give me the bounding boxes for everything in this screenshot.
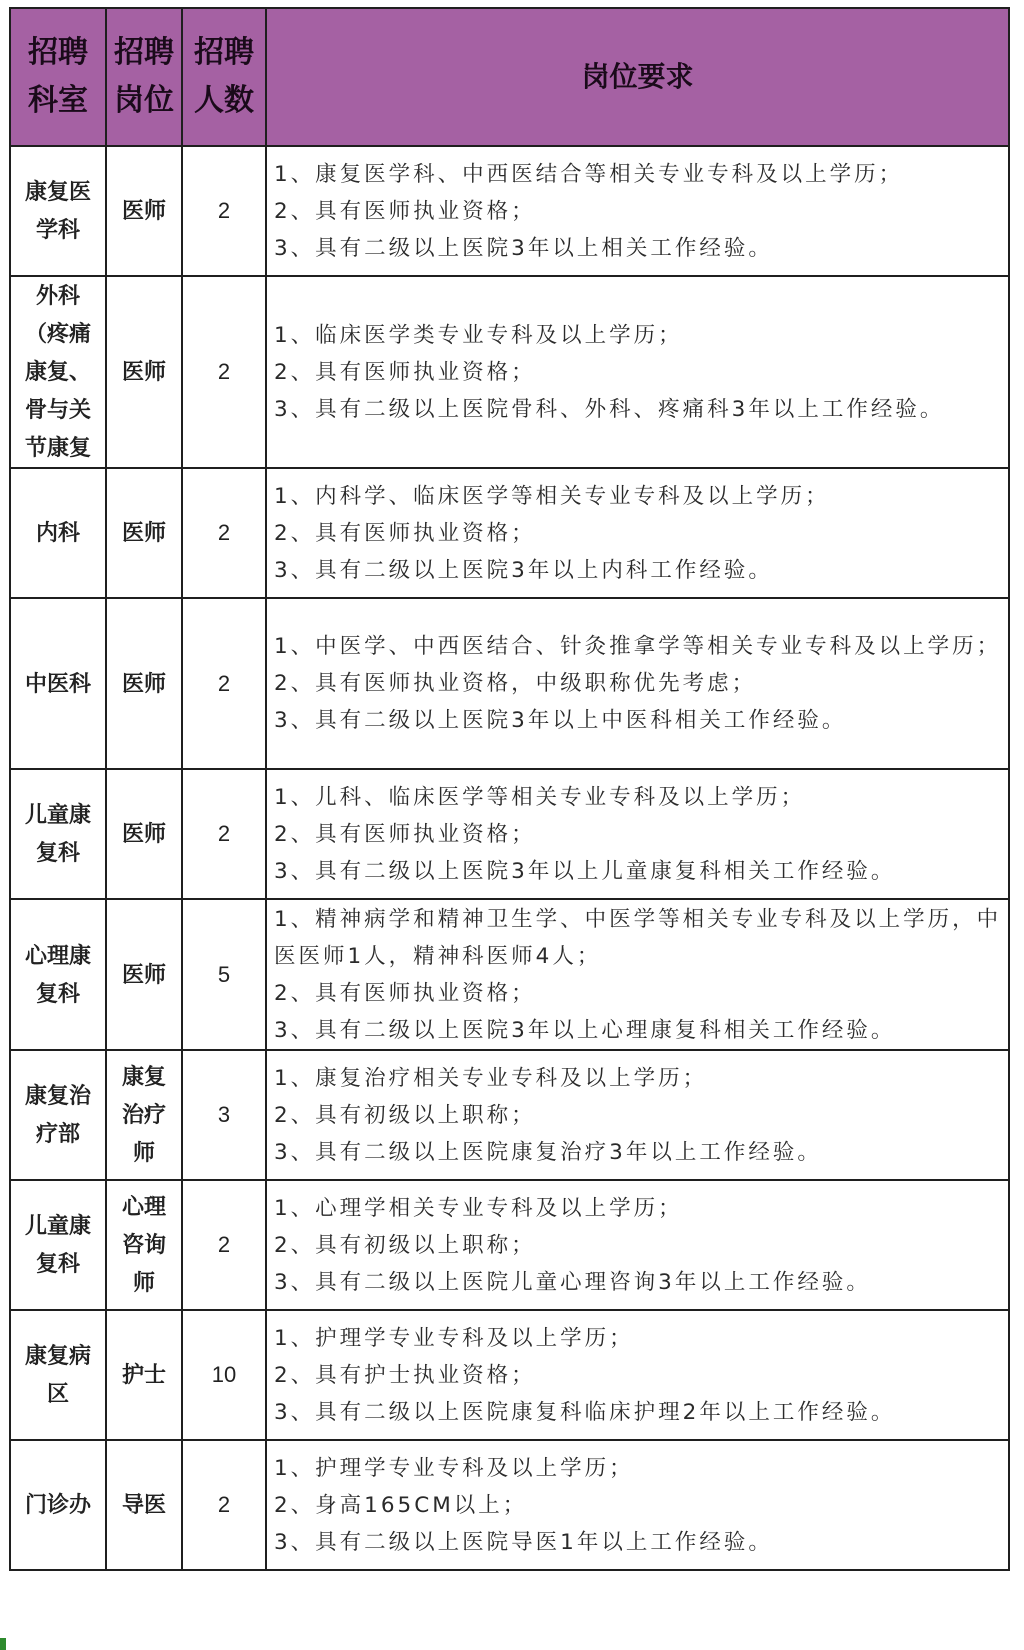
requirement-line: 3、具有二级以上医院导医1年以上工作经验。 bbox=[274, 1529, 773, 1555]
requirement-line: 2、具有初级以上职称； bbox=[274, 1232, 536, 1258]
requirement-line: 3、具有二级以上医院3年以上心理康复科相关工作经验。 bbox=[274, 1017, 896, 1043]
cell-requirements bbox=[266, 1440, 1009, 1570]
requirement-line: 3、具有二级以上医院康复科临床护理2年以上工作经验。 bbox=[274, 1399, 896, 1425]
header-requirements: 岗位要求 bbox=[266, 8, 1009, 146]
header-count: 招聘 人数 bbox=[182, 8, 266, 146]
requirement-line: 3、具有二级以上医院3年以上中医科相关工作经验。 bbox=[274, 708, 847, 733]
corner-mark bbox=[0, 1638, 6, 1650]
cell-requirements bbox=[266, 899, 1009, 1050]
cell-requirements bbox=[266, 598, 1009, 769]
requirement-line: 2、具有医师执业资格； bbox=[274, 821, 536, 847]
cell-requirements bbox=[266, 769, 1009, 899]
requirement-line: 3、具有二级以上医院康复治疗3年以上工作经验。 bbox=[274, 1139, 822, 1165]
cell-count: 2 bbox=[182, 598, 266, 769]
cell-dept: 儿童康 复科 bbox=[10, 1180, 106, 1310]
header-dept: 招聘 科室 bbox=[10, 8, 106, 146]
cell-count: 3 bbox=[182, 1050, 266, 1180]
cell-count: 2 bbox=[182, 146, 266, 276]
cell-position: 医师 bbox=[106, 899, 182, 1050]
requirement-line: 2、具有医师执业资格； bbox=[274, 980, 536, 1006]
requirement-line: 2、身高165CM以上； bbox=[274, 1492, 528, 1518]
requirement-line: 2、具有医师执业资格； bbox=[274, 198, 536, 224]
requirement-line: 1、内科学、临床医学等相关专业专科及以上学历； bbox=[274, 483, 830, 509]
cell-position: 康复 治疗 师 bbox=[106, 1050, 182, 1180]
requirement-line: 1、护理学专业专科及以上学历； bbox=[274, 1325, 634, 1351]
cell-count: 2 bbox=[182, 1440, 266, 1570]
cell-dept: 儿童康 复科 bbox=[10, 769, 106, 899]
cell-dept: 门诊办 bbox=[10, 1440, 106, 1570]
table-row bbox=[10, 276, 1009, 468]
requirement-line: 1、中医学、中西医结合、针灸推拿学等相关专业专科及以上学历； bbox=[274, 634, 1002, 659]
table-row bbox=[10, 769, 1009, 899]
cell-count: 2 bbox=[182, 1180, 266, 1310]
requirement-line: 1、精神病学和精神卫生学、中医学等相关专业专科及以上学历，中医医师1人，精神科医师4人； bbox=[274, 906, 1002, 969]
cell-dept: 康复治 疗部 bbox=[10, 1050, 106, 1180]
requirement-line: 2、具有初级以上职称； bbox=[274, 1102, 536, 1128]
requirement-line: 3、具有二级以上医院儿童心理咨询3年以上工作经验。 bbox=[274, 1269, 871, 1295]
header-position: 招聘 岗位 bbox=[106, 8, 182, 146]
cell-dept: 康复医 学科 bbox=[10, 146, 106, 276]
requirement-line: 3、具有二级以上医院3年以上相关工作经验。 bbox=[274, 235, 773, 261]
cell-count: 10 bbox=[182, 1310, 266, 1440]
cell-requirements bbox=[266, 1310, 1009, 1440]
cell-requirements bbox=[266, 1180, 1009, 1310]
requirement-line: 1、护理学专业专科及以上学历； bbox=[274, 1455, 634, 1481]
requirement-line: 1、康复治疗相关专业专科及以上学历； bbox=[274, 1065, 708, 1091]
cell-requirements bbox=[266, 146, 1009, 276]
cell-count: 5 bbox=[182, 899, 266, 1050]
table-row bbox=[10, 899, 1009, 1050]
table-row bbox=[10, 598, 1009, 769]
cell-position: 医师 bbox=[106, 276, 182, 468]
cell-requirements bbox=[266, 468, 1009, 598]
cell-dept: 康复病 区 bbox=[10, 1310, 106, 1440]
cell-position: 导医 bbox=[106, 1440, 182, 1570]
cell-count: 2 bbox=[182, 769, 266, 899]
cell-count: 2 bbox=[182, 468, 266, 598]
cell-position: 医师 bbox=[106, 146, 182, 276]
requirement-line: 1、心理学相关专业专科及以上学历； bbox=[274, 1195, 683, 1221]
table-row bbox=[10, 146, 1009, 276]
cell-position: 医师 bbox=[106, 769, 182, 899]
cell-position: 医师 bbox=[106, 468, 182, 598]
cell-dept: 心理康 复科 bbox=[10, 899, 106, 1050]
requirement-line: 2、具有医师执业资格； bbox=[274, 520, 536, 546]
cell-requirements bbox=[266, 276, 1009, 468]
requirement-line: 3、具有二级以上医院骨科、外科、疼痛科3年以上工作经验。 bbox=[274, 396, 945, 422]
table-row bbox=[10, 468, 1009, 598]
table-row bbox=[10, 1050, 1009, 1180]
cell-position: 心理 咨询 师 bbox=[106, 1180, 182, 1310]
cell-position: 护士 bbox=[106, 1310, 182, 1440]
requirement-line: 1、康复医学科、中西医结合等相关专业专科及以上学历； bbox=[274, 161, 904, 187]
cell-position: 医师 bbox=[106, 598, 182, 769]
cell-dept: 中医科 bbox=[10, 598, 106, 769]
cell-dept: 内科 bbox=[10, 468, 106, 598]
cell-dept: 外科 （疼痛 康复、 骨与关 节康复 bbox=[10, 276, 106, 468]
cell-requirements bbox=[266, 1050, 1009, 1180]
table-row bbox=[10, 1180, 1009, 1310]
requirement-line: 2、具有护士执业资格； bbox=[274, 1362, 536, 1388]
requirement-line: 1、儿科、临床医学等相关专业专科及以上学历； bbox=[274, 784, 806, 810]
requirement-line: 2、具有医师执业资格，中级职称优先考虑； bbox=[274, 671, 757, 696]
requirement-line: 2、具有医师执业资格； bbox=[274, 359, 536, 385]
requirement-line: 1、临床医学类专业专科及以上学历； bbox=[274, 322, 683, 348]
requirement-line: 3、具有二级以上医院3年以上儿童康复科相关工作经验。 bbox=[274, 858, 896, 884]
table-row bbox=[10, 1440, 1009, 1570]
header-row bbox=[10, 8, 1009, 146]
cell-count: 2 bbox=[182, 276, 266, 468]
recruitment-table bbox=[9, 7, 1010, 1571]
requirement-line: 3、具有二级以上医院3年以上内科工作经验。 bbox=[274, 557, 773, 583]
table-row bbox=[10, 1310, 1009, 1440]
